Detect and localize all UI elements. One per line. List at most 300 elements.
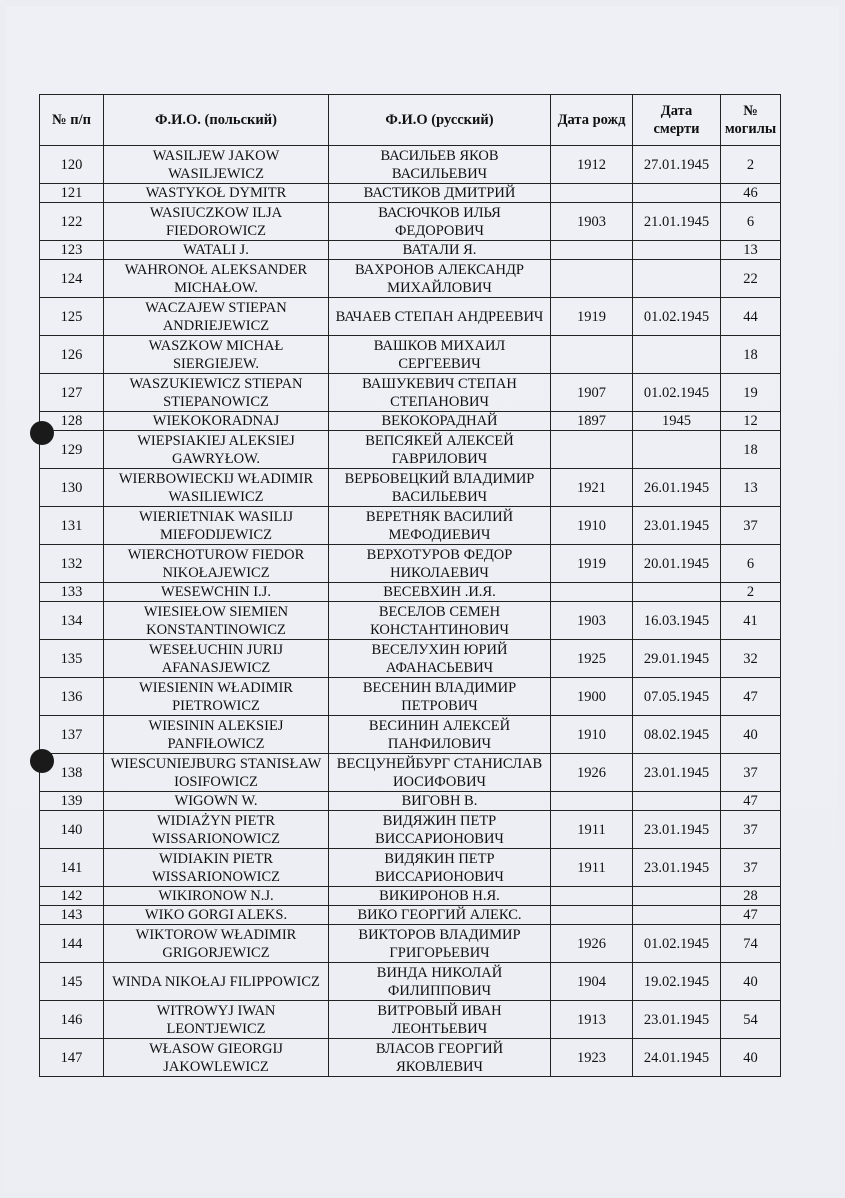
table-row [40,260,781,298]
cell-num: 140 [40,811,104,849]
cell-name-russian [329,241,551,260]
cell-name-polish-line2: FIEDOROWICZ [166,222,266,239]
cell-name-polish-line1: WASZUKIEWICZ STIEPAN [129,375,303,392]
cell-name-polish-line1: WESEWCHIN I.J. [161,584,271,600]
cell-name-polish [104,640,329,678]
cell-death: 01.02.1945 [633,925,721,963]
cell-death: 01.02.1945 [633,374,721,412]
cell-birth [551,241,633,260]
cell-grave: 37 [721,507,781,545]
cell-name-russian-line2: ЛЕОНТЬЕВИЧ [391,1020,488,1037]
table-row [40,792,781,811]
cell-num: 146 [40,1001,104,1039]
cell-birth [551,906,633,925]
table-row [40,1001,781,1039]
header-grave-line2: могилы [724,121,777,137]
cell-name-polish-line1: WIDIAKIN PIETR [159,850,273,867]
table-row [40,1039,781,1077]
cell-name-polish-line2: MICHAŁOW. [174,279,258,296]
cell-name-polish-line1: WESEŁUCHIN JURIJ [148,641,284,658]
cell-name-russian [329,811,551,849]
cell-name-polish-line1: WASIUCZKOW ILJA [149,204,283,221]
cell-name-polish-line2: WISSARIONOWICZ [151,868,281,885]
cell-grave: 47 [721,906,781,925]
cell-num: 133 [40,583,104,602]
cell-name-polish-line2: AFANASJEWICZ [161,659,271,676]
table-body [40,146,781,1077]
cell-name-polish-line1: WIEPSIAKIEJ ALEKSIEJ [137,432,295,449]
cell-name-polish [104,241,329,260]
cell-name-russian-line1: ВИДЯЖИН ПЕТР [382,812,497,829]
cell-birth [551,583,633,602]
cell-name-polish-line2: SIERGIEJEW. [172,355,260,372]
cell-name-polish [104,298,329,336]
cell-num: 127 [40,374,104,412]
table-row [40,602,781,640]
cell-name-russian [329,507,551,545]
cell-death [633,260,721,298]
cell-name-polish-line1: WIERBOWIECKIJ WŁADIMIR [118,470,314,487]
cell-name-polish-line1: WASZKOW MICHAŁ [148,337,284,354]
cell-death: 07.05.1945 [633,678,721,716]
cell-name-polish [104,260,329,298]
cell-name-russian-line2: ЯКОВЛЕВИЧ [396,1058,483,1075]
table-row [40,545,781,583]
cell-birth: 1897 [551,412,633,431]
cell-name-russian [329,545,551,583]
cell-name-russian-line1: ВЕСЕЛОВ СЕМЕН [378,603,501,620]
cell-name-russian [329,716,551,754]
cell-name-polish-line2: LEONTJEWICZ [166,1020,266,1037]
cell-num: 144 [40,925,104,963]
cell-num: 123 [40,241,104,260]
cell-name-russian-line2: МИХАЙЛОВИЧ [387,279,492,296]
cell-grave: 46 [721,184,781,203]
table-row [40,640,781,678]
cell-num: 147 [40,1039,104,1077]
cell-name-russian-line2: ВИССАРИОНОВИЧ [375,830,504,847]
cell-grave: 44 [721,298,781,336]
cell-death [633,906,721,925]
cell-name-polish [104,374,329,412]
cell-name-polish-line1: WIESCUNIEJBURG STANISŁAW [110,755,322,772]
cell-name-russian-line1: ВАСЮЧКОВ ИЛЬЯ [378,204,501,221]
cell-birth [551,887,633,906]
cell-num: 141 [40,849,104,887]
cell-name-polish-line2: IOSIFOWICZ [174,773,258,790]
cell-death: 08.02.1945 [633,716,721,754]
cell-name-russian [329,203,551,241]
cell-name-polish [104,678,329,716]
punch-hole [30,749,54,773]
cell-birth: 1904 [551,963,633,1001]
cell-death: 19.02.1945 [633,963,721,1001]
cell-name-polish-line1: WIESIENIN WŁADIMIR [139,679,293,696]
cell-name-russian-line1: ВЛАСОВ ГЕОРГИЙ [375,1040,504,1057]
cell-name-russian-line1: ВЕПСЯКЕЙ АЛЕКСЕЙ [365,432,514,449]
cell-num: 142 [40,887,104,906]
table-row [40,336,781,374]
cell-death [633,887,721,906]
cell-num: 143 [40,906,104,925]
table-row [40,906,781,925]
header-grave-number [721,95,781,146]
cell-name-russian [329,469,551,507]
cell-grave: 47 [721,678,781,716]
cell-name-polish-line1: WAHRONOŁ ALEKSANDER [124,261,308,278]
cell-name-polish-line1: WINDA NIKOŁAJ FILIPPOWICZ [112,973,320,990]
table-row [40,241,781,260]
cell-name-russian-line2: МЕФОДИЕВИЧ [388,526,491,543]
cell-birth: 1923 [551,1039,633,1077]
cell-name-polish-line2: JAKOWLEWICZ [163,1058,269,1075]
cell-grave: 6 [721,203,781,241]
cell-name-russian-line2: ГРИГОРЬЕВИЧ [389,944,490,961]
cell-name-polish-line1: WASTYKOŁ DYMITR [145,185,287,201]
cell-name-polish-line2: ANDRIEJEWICZ [162,317,270,334]
cell-name-russian-line2: ВАСИЛЬЕВИЧ [391,488,488,505]
cell-grave: 12 [721,412,781,431]
cell-name-polish-line1: WIEKOKORADNAJ [152,413,280,429]
cell-name-polish [104,184,329,203]
table-row [40,849,781,887]
header-row [40,95,781,146]
table-row [40,887,781,906]
cell-name-russian-line2: АФАНАСЬЕВИЧ [385,659,494,676]
cell-death: 23.01.1945 [633,811,721,849]
cell-name-russian [329,754,551,792]
cell-name-polish-line2: GRIGORJEWICZ [162,944,270,961]
cell-name-russian-line1: ВЕСЦУНЕЙБУРГ СТАНИСЛАВ [336,755,543,772]
cell-grave: 28 [721,887,781,906]
cell-num: 134 [40,602,104,640]
table-row [40,469,781,507]
header-name-russian: Ф.И.О (русский) [329,95,551,146]
cell-name-russian [329,678,551,716]
cell-name-polish-line2: WASILJEWICZ [168,165,264,182]
cell-birth: 1919 [551,545,633,583]
table-row [40,678,781,716]
cell-name-russian [329,963,551,1001]
cell-death [633,241,721,260]
cell-name-russian-line2: ПЕТРОВИЧ [401,697,478,714]
cell-name-polish-line1: WASILJEW JAKOW [152,147,280,164]
cell-name-russian [329,336,551,374]
cell-name-russian-line1: ВАСТИКОВ ДМИТРИЙ [363,185,516,201]
cell-name-russian-line1: ВИНДА НИКОЛАЙ [376,964,503,981]
cell-name-polish [104,469,329,507]
cell-num: 136 [40,678,104,716]
cell-num: 121 [40,184,104,203]
cell-name-polish-line1: WITROWYJ IWAN [156,1002,276,1019]
cell-grave: 47 [721,792,781,811]
cell-num: 132 [40,545,104,583]
cell-name-russian [329,374,551,412]
table-row [40,146,781,184]
cell-name-polish [104,583,329,602]
cell-grave: 22 [721,260,781,298]
table-row [40,203,781,241]
cell-birth: 1921 [551,469,633,507]
cell-birth: 1903 [551,602,633,640]
cell-name-russian [329,640,551,678]
cell-name-polish-line2: PANFIŁOWICZ [167,735,265,752]
cell-death: 16.03.1945 [633,602,721,640]
cell-name-polish [104,507,329,545]
cell-death: 29.01.1945 [633,640,721,678]
cell-name-russian [329,925,551,963]
cell-name-russian [329,792,551,811]
cell-name-russian-line2: ПАНФИЛОВИЧ [387,735,492,752]
cell-name-russian-line2: ВИССАРИОНОВИЧ [375,868,504,885]
cell-name-polish [104,963,329,1001]
cell-death [633,184,721,203]
cell-name-russian-line1: ВИКТОРОВ ВЛАДИМИР [358,926,521,943]
cell-birth: 1919 [551,298,633,336]
cell-death [633,583,721,602]
cell-grave: 41 [721,602,781,640]
cell-num: 129 [40,431,104,469]
cell-death: 27.01.1945 [633,146,721,184]
cell-grave: 54 [721,1001,781,1039]
cell-name-russian [329,298,551,336]
cell-death: 20.01.1945 [633,545,721,583]
cell-name-russian-line1: ВИКИРОНОВ Н.Я. [379,888,500,904]
cell-num: 124 [40,260,104,298]
table-row [40,811,781,849]
cell-name-russian-line2: ФИЛИППОВИЧ [387,982,492,999]
cell-name-russian-line2: ФЕДОРОВИЧ [395,222,484,239]
cell-name-polish [104,811,329,849]
cell-name-russian-line1: ВИТРОВЫЙ ИВАН [377,1002,502,1019]
table-row [40,507,781,545]
cell-name-russian-line2: ГАВРИЛОВИЧ [391,450,488,467]
cell-name-russian [329,184,551,203]
cell-birth: 1910 [551,507,633,545]
table-row [40,963,781,1001]
table-row [40,583,781,602]
cell-grave: 40 [721,963,781,1001]
cell-death [633,336,721,374]
cell-name-russian [329,146,551,184]
cell-name-polish-line2: PIETROWICZ [172,697,260,714]
cell-grave: 13 [721,469,781,507]
cell-birth [551,792,633,811]
table-row [40,431,781,469]
cell-name-polish-line2: WASILIEWICZ [168,488,264,505]
cell-name-russian-line1: ВЕРБОВЕЦКИЙ ВЛАДИМИР [344,470,535,487]
cell-num: 126 [40,336,104,374]
cell-name-polish-line1: WATALI J. [183,242,249,258]
cell-name-polish [104,203,329,241]
cell-grave: 18 [721,336,781,374]
header-birth-date: Дата рожд [551,95,633,146]
cell-name-polish [104,906,329,925]
cell-num: 135 [40,640,104,678]
cell-name-polish [104,1001,329,1039]
cell-name-polish-line1: WIESIEŁOW SIEMIEN [143,603,289,620]
cell-birth: 1913 [551,1001,633,1039]
cell-name-polish-line2: STIEPANOWICZ [163,393,269,410]
cell-name-polish-line2: GAWRYŁOW. [171,450,261,467]
cell-grave: 13 [721,241,781,260]
cell-num: 120 [40,146,104,184]
table-row [40,925,781,963]
cell-name-polish [104,849,329,887]
cell-birth [551,336,633,374]
cell-death: 01.02.1945 [633,298,721,336]
cell-death: 21.01.1945 [633,203,721,241]
burial-register-table [39,94,781,1077]
cell-num: 145 [40,963,104,1001]
cell-name-polish-line1: WŁASOW GIEORGIJ [149,1040,283,1057]
cell-name-polish-line2: KONSTANTINOWICZ [146,621,286,638]
cell-name-polish [104,146,329,184]
cell-birth: 1926 [551,925,633,963]
cell-grave: 19 [721,374,781,412]
table-row [40,412,781,431]
cell-num: 137 [40,716,104,754]
cell-death: 23.01.1945 [633,1001,721,1039]
cell-name-russian [329,583,551,602]
cell-grave: 37 [721,811,781,849]
cell-name-russian-line1: ВЕСЕНИН ВЛАДИМИР [362,679,517,696]
cell-name-russian [329,906,551,925]
cell-name-russian [329,260,551,298]
cell-name-russian-line1: ВЕСЕВХИН .И.Я. [383,584,496,600]
cell-name-polish-line1: WIESININ ALEKSIEJ [148,717,284,734]
cell-name-russian [329,887,551,906]
cell-name-russian-line1: ВАЧАЕВ СТЕПАН АНДРЕЕВИЧ [335,308,544,325]
cell-name-russian [329,602,551,640]
cell-grave: 18 [721,431,781,469]
cell-name-russian-line1: ВАСИЛЬЕВ ЯКОВ [380,147,499,164]
cell-name-polish [104,545,329,583]
cell-grave: 74 [721,925,781,963]
header-num: № п/п [40,95,104,146]
cell-name-russian-line1: ВИКО ГЕОРГИЙ АЛЕКС. [357,907,522,923]
cell-name-russian-line1: ВИДЯКИН ПЕТР [384,850,495,867]
cell-birth: 1911 [551,811,633,849]
cell-name-russian-line2: ВАСИЛЬЕВИЧ [391,165,488,182]
cell-birth [551,431,633,469]
cell-death: 24.01.1945 [633,1039,721,1077]
cell-name-russian-line2: СЕРГЕЕВИЧ [398,355,481,372]
cell-death: 1945 [633,412,721,431]
table-row [40,716,781,754]
table-row [40,374,781,412]
cell-grave: 32 [721,640,781,678]
cell-name-russian-line1: ВЕСИНИН АЛЕКСЕЙ [368,717,511,734]
cell-name-russian-line2: СТЕПАНОВИЧ [390,393,489,410]
cell-name-polish [104,412,329,431]
cell-name-russian [329,431,551,469]
cell-grave: 40 [721,716,781,754]
cell-name-russian [329,1001,551,1039]
cell-birth: 1912 [551,146,633,184]
cell-name-russian-line1: ВАХРОНОВ АЛЕКСАНДР [355,261,524,278]
cell-name-russian-line2: ИОСИФОВИЧ [393,773,486,790]
cell-birth: 1907 [551,374,633,412]
cell-name-polish [104,336,329,374]
cell-grave: 2 [721,146,781,184]
cell-num: 125 [40,298,104,336]
cell-num: 122 [40,203,104,241]
header-name-polish: Ф.И.О. (польский) [104,95,329,146]
cell-birth: 1903 [551,203,633,241]
cell-death: 23.01.1945 [633,849,721,887]
cell-death [633,792,721,811]
cell-name-polish-line1: WIKTOROW WŁADIMIR [135,926,297,943]
cell-birth: 1911 [551,849,633,887]
cell-name-polish [104,716,329,754]
cell-name-russian-line1: ВАШКОВ МИХАИЛ [373,337,506,354]
cell-grave: 37 [721,849,781,887]
cell-grave: 6 [721,545,781,583]
cell-name-polish-line2: NIKOŁAJEWICZ [162,564,270,581]
cell-name-polish [104,887,329,906]
cell-name-polish [104,792,329,811]
header-death-date: Дата смерти [633,95,721,146]
cell-birth: 1900 [551,678,633,716]
table-row [40,298,781,336]
cell-name-russian-line1: ВЕКОКОРАДНАЙ [381,413,498,429]
cell-name-russian [329,412,551,431]
cell-name-polish [104,754,329,792]
cell-name-polish-line1: WACZAJEW STIEPAN [145,299,287,316]
cell-birth: 1910 [551,716,633,754]
cell-name-polish-line1: WIERIETNIAK WASILIJ [139,508,293,525]
cell-name-russian-line1: ВЕСЕЛУХИН ЮРИЙ [371,641,508,658]
cell-num: 138 [40,754,104,792]
cell-name-russian-line1: ВИГОВН В. [401,793,478,809]
cell-birth [551,260,633,298]
table-row [40,184,781,203]
table-row [40,754,781,792]
cell-name-polish-line1: WIKIRONOW N.J. [158,888,274,904]
cell-name-polish-line2: WISSARIONOWICZ [151,830,281,847]
cell-name-russian-line2: НИКОЛАЕВИЧ [390,564,489,581]
cell-num: 131 [40,507,104,545]
cell-death [633,431,721,469]
cell-grave: 40 [721,1039,781,1077]
cell-name-polish-line2: MIEFODIJEWICZ [160,526,272,543]
cell-death: 23.01.1945 [633,754,721,792]
cell-death: 26.01.1945 [633,469,721,507]
cell-name-polish [104,602,329,640]
cell-name-polish [104,1039,329,1077]
cell-num: 128 [40,412,104,431]
cell-name-russian-line1: ВЕРЕТНЯК ВАСИЛИЙ [365,508,514,525]
cell-name-russian [329,1039,551,1077]
cell-name-russian-line1: ВАШУКЕВИЧ СТЕПАН [362,375,517,392]
cell-name-russian-line1: ВЕРХОТУРОВ ФЕДОР [366,546,513,563]
cell-name-polish-line1: WIDIAŻYN PIETR [157,812,275,829]
cell-death: 23.01.1945 [633,507,721,545]
cell-name-polish-line1: WIGOWN W. [174,793,258,809]
cell-name-russian-line1: ВАТАЛИ Я. [402,242,477,258]
cell-grave: 37 [721,754,781,792]
cell-name-russian-line2: КОНСТАНТИНОВИЧ [370,621,509,638]
cell-name-russian [329,849,551,887]
cell-num: 130 [40,469,104,507]
cell-name-polish [104,431,329,469]
header-grave-line1: № [743,103,758,119]
cell-birth: 1926 [551,754,633,792]
cell-birth: 1925 [551,640,633,678]
cell-name-polish [104,925,329,963]
cell-birth [551,184,633,203]
